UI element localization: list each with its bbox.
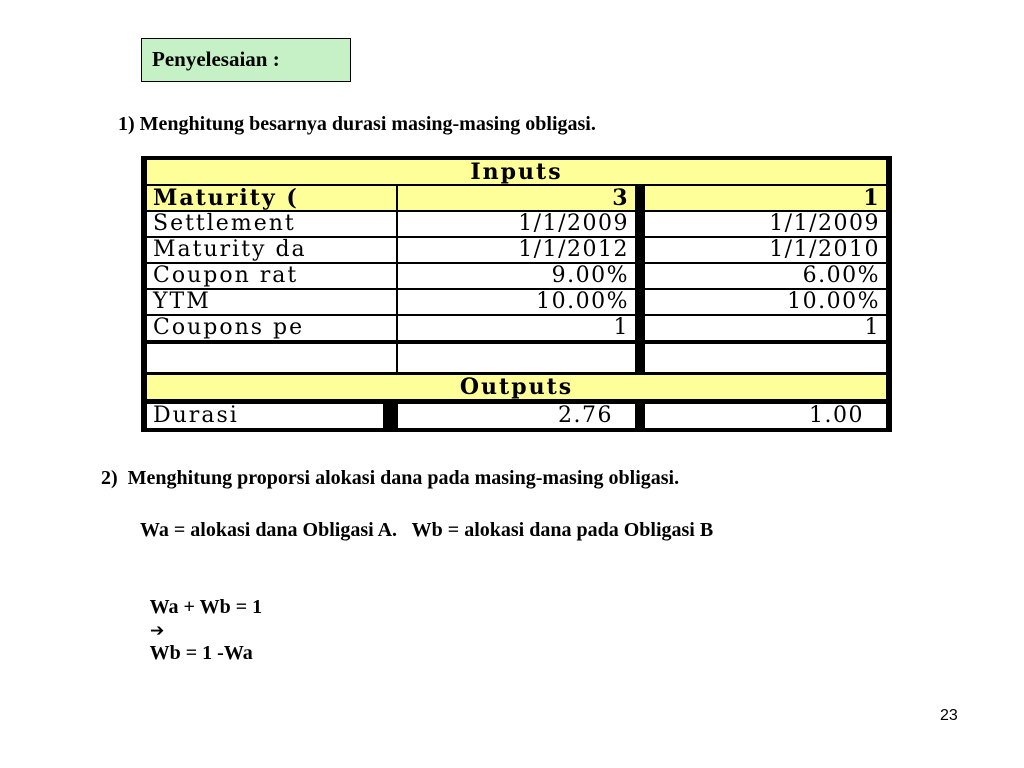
right-arrow-icon: ➔ [150, 621, 165, 641]
row-value-a-maturity-date: 1/1/2012 [398, 238, 635, 262]
row-value-b-maturity-date: 1/1/2010 [645, 238, 886, 262]
row-label-settlement: Settlement [147, 212, 396, 236]
step-2-text: 2) Menghitung proporsi alokasi dana pada masing-masing obligasi. [101, 467, 680, 489]
row-label-coupon-rate: Coupon rat [147, 264, 396, 288]
solution-title: Penyelesaian : [152, 47, 280, 71]
allocation-equation [140, 573, 262, 665]
output-label-durasi: Durasi [147, 404, 383, 428]
equation-left: Wa + Wb = 1 [149, 596, 263, 618]
equation-right: Wb = 1 -Wa [149, 642, 253, 664]
row-value-b-coupons-per-year: 1 [645, 316, 886, 340]
step-1-text: 1) Menghitung besarnya durasi masing-masing obligasi. [118, 113, 596, 135]
row-value-b-settlement: 1/1/2009 [645, 212, 886, 236]
row-label-empty [147, 344, 396, 372]
outputs-header: Outputs [147, 375, 886, 399]
row-value-a-settlement: 1/1/2009 [398, 212, 635, 236]
page-number: 23 [940, 707, 958, 724]
row-value-a-coupon-rate: 9.00% [398, 264, 635, 288]
row-label-maturity-date: Maturity da [147, 238, 396, 262]
row-value-b-empty [645, 344, 886, 372]
output-value-b-durasi: 1.00 [645, 404, 886, 428]
inputs-header: Inputs [147, 160, 886, 184]
row-value-a-maturity: 3 [398, 186, 635, 210]
row-value-a-ytm: 10.00% [398, 290, 635, 314]
solution-title-box [141, 38, 351, 82]
allocation-definition: Wa = alokasi dana Obligasi A. Wb = alokasi dana pada Obligasi B [140, 519, 714, 541]
row-label-ytm: YTM [147, 290, 396, 314]
row-label-maturity: Maturity ( [147, 186, 396, 210]
row-value-a-empty [398, 344, 635, 372]
duration-table [141, 156, 892, 432]
row-label-coupons-per-year: Coupons pe [147, 316, 396, 340]
row-value-b-maturity: 1 [645, 186, 886, 210]
row-value-b-ytm: 10.00% [645, 290, 886, 314]
row-value-a-coupons-per-year: 1 [398, 316, 635, 340]
output-value-a-durasi: 2.76 [398, 404, 635, 428]
row-value-b-coupon-rate: 6.00% [645, 264, 886, 288]
